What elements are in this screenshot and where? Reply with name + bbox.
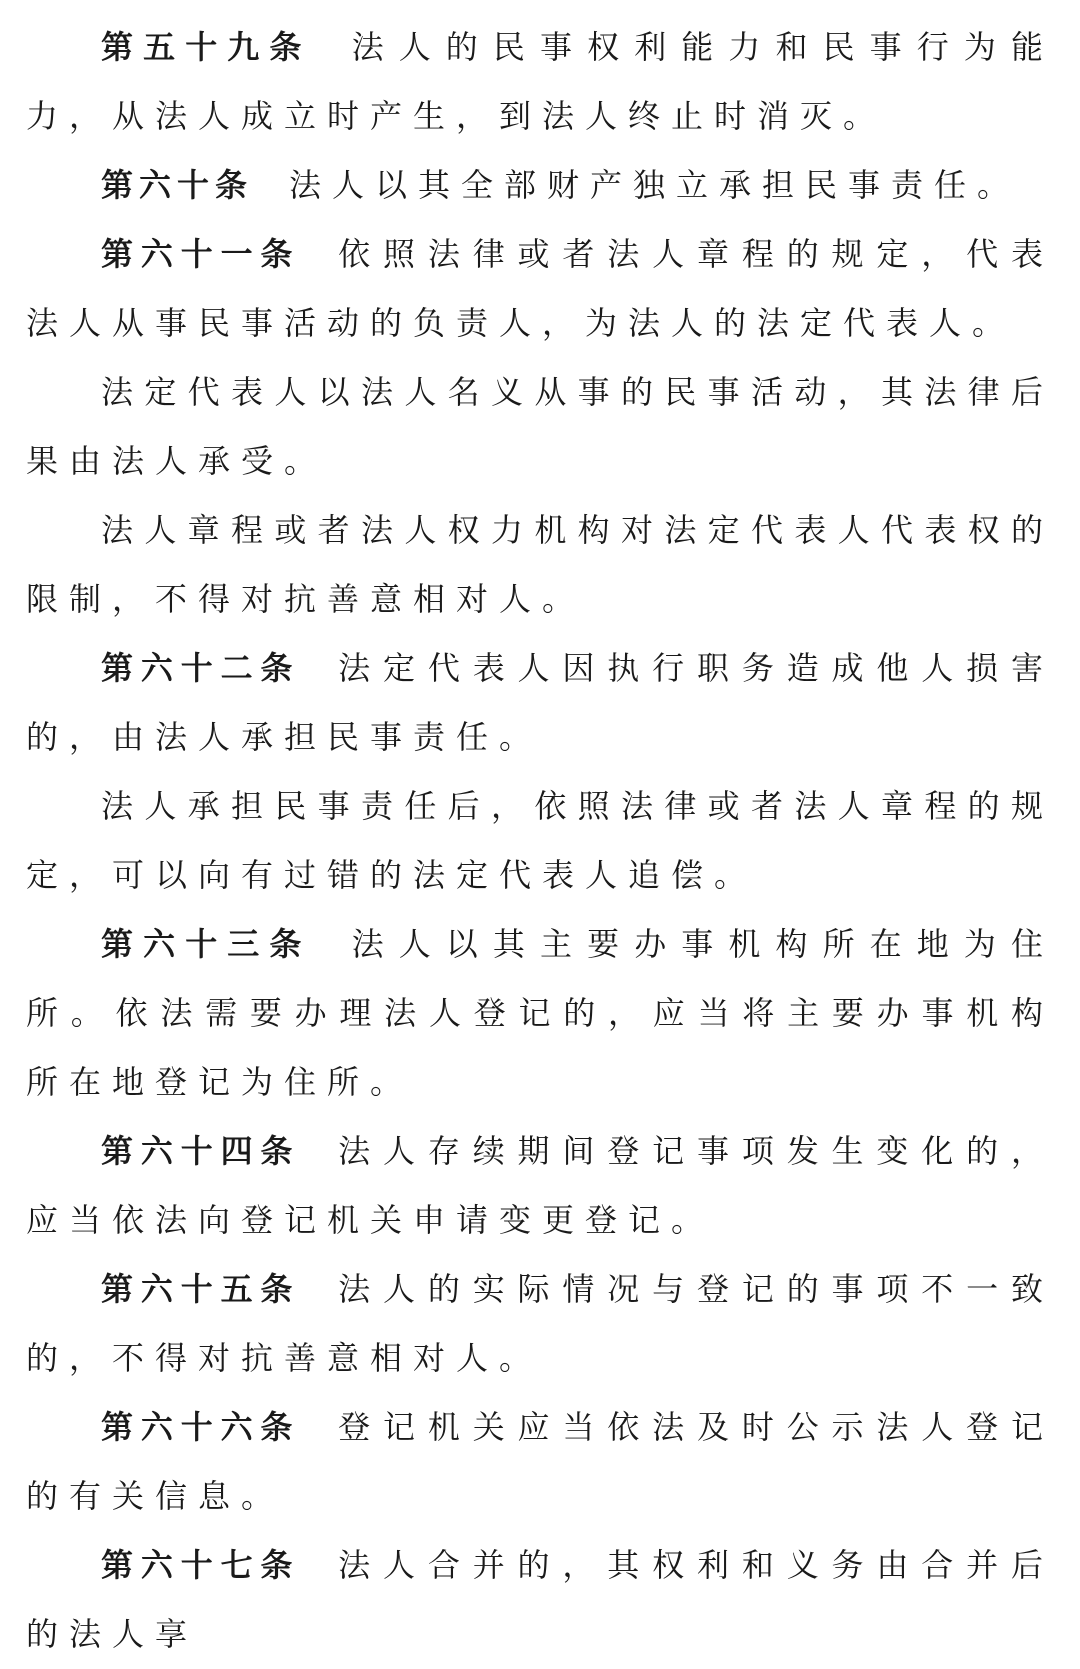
article-number: 第六十条 — [101, 166, 254, 204]
article-number: 第六十五条 — [101, 1270, 301, 1308]
article-text: 法人的民事权利能力和民事行为能力，从法人成立时产生，到法人终止时消灭。 — [26, 28, 1054, 135]
article-text: 法人存续期间登记事项发生变化的，应当依法向登记机关申请变更登记。 — [26, 1132, 1054, 1239]
article-text: 登记机关应当依法及时公示法人登记的有关信息。 — [26, 1408, 1054, 1515]
article-number: 第六十二条 — [101, 649, 301, 687]
article-number: 第六十四条 — [101, 1132, 301, 1170]
paragraph-article-63 — [26, 910, 1054, 1117]
article-number: 第五十九条 — [101, 28, 312, 66]
article-text: 法定代表人以法人名义从事的民事活动，其法律后果由法人承受。 — [26, 373, 1054, 480]
paragraph-article-61-clause-2 — [26, 358, 1054, 496]
article-text: 法人以其主要办事机构所在地为住所。依法需要办理法人登记的，应当将主要办事机构所在地登记为住所。 — [26, 925, 1054, 1101]
paragraph-article-59 — [26, 13, 1054, 151]
paragraph-article-61-clause-3 — [26, 496, 1054, 634]
article-number: 第六十七条 — [101, 1546, 301, 1584]
paragraph-article-66 — [26, 1393, 1054, 1531]
article-number: 第六十一条 — [101, 235, 301, 273]
paragraph-article-67 — [26, 1531, 1054, 1669]
paragraph-article-64 — [26, 1117, 1054, 1255]
paragraph-article-62 — [26, 634, 1054, 772]
paragraph-article-61 — [26, 220, 1054, 358]
article-text: 法人的实际情况与登记的事项不一致的，不得对抗善意相对人。 — [26, 1270, 1054, 1377]
paragraph-article-62-clause-2 — [26, 772, 1054, 910]
article-text: 法人章程或者法人权力机构对法定代表人代表权的限制，不得对抗善意相对人。 — [26, 511, 1054, 618]
article-text: 法人以其全部财产独立承担民事责任。 — [289, 166, 1021, 204]
article-number: 第六十六条 — [101, 1408, 301, 1446]
paragraph-article-60 — [26, 151, 1054, 220]
article-number: 第六十三条 — [101, 925, 312, 963]
article-text: 法定代表人因执行职务造成他人损害的，由法人承担民事责任。 — [26, 649, 1054, 756]
paragraph-article-65 — [26, 1255, 1054, 1393]
article-text: 法人合并的，其权利和义务由合并后的法人享 — [26, 1546, 1054, 1653]
article-text: 依照法律或者法人章程的规定，代表法人从事民事活动的负责人，为法人的法定代表人。 — [26, 235, 1054, 342]
article-text: 法人承担民事责任后，依照法律或者法人章程的规定，可以向有过错的法定代表人追偿。 — [26, 787, 1054, 894]
